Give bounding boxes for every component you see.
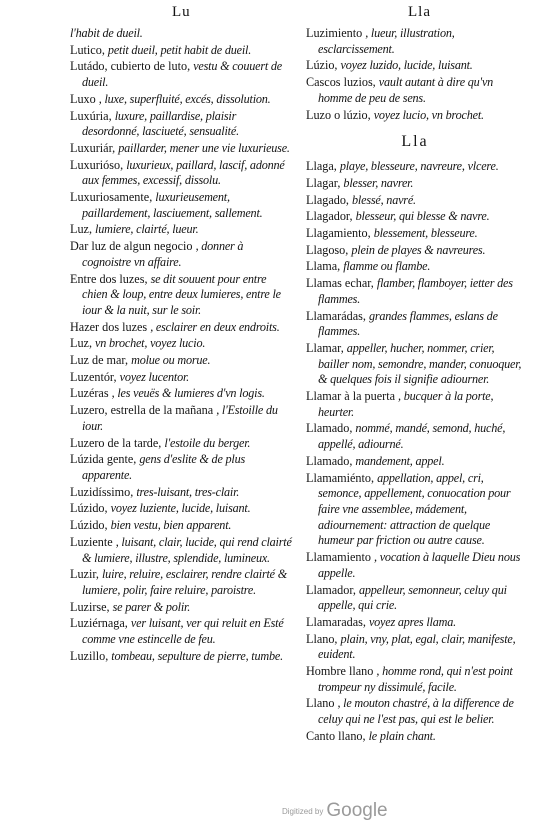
entry-translation: vestu & couuert de dueil. — [82, 59, 282, 90]
dictionary-entry — [70, 26, 292, 42]
entry-headword: Luzillo, — [70, 648, 109, 663]
entry-headword: Llagoso, — [306, 242, 349, 257]
entry-translation: , lueur, illustration, esclarcissement. — [318, 26, 455, 56]
dictionary-entry — [306, 226, 524, 242]
entry-translation: , luxe, superfluité, excés, dissolution. — [98, 91, 271, 106]
entry-headword: Llamamiénto, — [306, 470, 375, 485]
entry-headword: Llamado, — [306, 453, 353, 468]
entry-headword: Luzidíssimo, — [70, 484, 134, 499]
dictionary-entry — [306, 259, 524, 275]
entry-translation: flamber, flamboyer, ietter des flammes. — [318, 276, 513, 306]
dictionary-entry — [306, 421, 524, 452]
entry-translation: flamme ou flambe. — [343, 259, 431, 274]
entry-translation: luxure, paillardise, plaisir desordonné, lasciueté, sensualité. — [82, 108, 239, 139]
digitized-watermark — [282, 800, 388, 822]
dictionary-entry — [306, 341, 524, 388]
dictionary-entry — [70, 190, 292, 221]
dictionary-entry — [306, 108, 524, 124]
entry-translation: se dit souuent pour entre chien & loup, entre deux lumieres, entre le iour & la nuit, sur le soir. — [82, 271, 281, 317]
entry-translation: vault autant à dire qu'vn homme de peu de sens. — [318, 75, 494, 105]
entry-translation: se parer & polir. — [112, 599, 191, 614]
dictionary-entry — [306, 75, 524, 106]
dictionary-entry — [70, 518, 292, 534]
dictionary-entry — [306, 26, 524, 57]
entry-headword: Llagar, — [306, 175, 341, 190]
dictionary-entry — [70, 485, 292, 501]
entry-headword: Luzir, — [70, 567, 99, 582]
entry-headword: Luziente — [70, 534, 113, 549]
dictionary-entry — [306, 176, 524, 192]
entry-headword: Llama, — [306, 259, 341, 274]
entry-headword: Lutico, — [70, 42, 105, 57]
entry-headword: Llamado, — [306, 421, 353, 436]
entry-translation: plain, vny, plat, egal, clair, manifeste, euident. — [318, 631, 516, 662]
dictionary-entry — [70, 370, 292, 386]
entry-headword: Llamador, — [306, 582, 356, 597]
entry-translation: , homme rond, qui n'est point trompeur ny dissimulé, facile. — [318, 664, 513, 694]
entry-headword: Luxúria, — [70, 108, 112, 123]
dictionary-entry — [70, 600, 292, 616]
dictionary-entry — [70, 43, 292, 59]
entry-translation: appeller, hucher, nommer, crier, bailler nom, semondre, mander, conuoquer, & quelques fois il signifie adiourner. — [318, 340, 522, 387]
entry-translation: le plain chant. — [368, 728, 436, 743]
entry-headword: Luz, — [70, 222, 92, 237]
entry-translation: voyez apres llama. — [368, 614, 456, 629]
dictionary-entry — [306, 454, 524, 470]
entry-headword: Llamar, — [306, 340, 344, 355]
entry-translation: voyez lucentor. — [119, 369, 190, 384]
entry-translation: paillarder, mener une vie luxurieuse. — [118, 140, 290, 155]
dictionary-entry — [306, 389, 524, 420]
dictionary-entry — [70, 222, 292, 238]
dictionary-entry — [306, 159, 524, 175]
entry-headword: Llamamiento — [306, 550, 371, 565]
entry-translation: , esclairer en deux endroits. — [150, 319, 280, 334]
dictionary-entry — [70, 452, 292, 483]
dictionary-entry — [70, 239, 292, 270]
right-column-bottom-entries — [306, 159, 524, 744]
running-head-left: Lu — [172, 4, 191, 20]
entry-headword: Luziérnaga, — [70, 616, 128, 631]
entry-headword: Llamarádas, — [306, 308, 366, 323]
dictionary-entry — [306, 309, 524, 340]
entry-translation: plein de playes & navreures. — [351, 242, 486, 257]
dictionary-entry — [306, 729, 524, 745]
section-heading: Lla — [401, 133, 429, 151]
dictionary-entry — [70, 92, 292, 108]
entry-translation: , l'Estoille du iour. — [82, 403, 278, 433]
dictionary-entry — [306, 471, 524, 550]
entry-headword: Llagador, — [306, 209, 353, 224]
dictionary-entry — [70, 320, 292, 336]
entry-headword: Llagado, — [306, 192, 349, 207]
entry-translation: nommé, mandé, semond, huché, appellé, adiourné. — [318, 421, 506, 452]
entry-translation: , le mouton chastré, à la difference de celuy qui ne l'est pas, qui est le belier. — [318, 696, 514, 727]
dictionary-entry — [70, 501, 292, 517]
entry-translation: blesser, navrer. — [343, 175, 414, 190]
entry-translation: gens d'eslite & de plus apparente. — [82, 452, 246, 482]
entry-translation: blessement, blesseure. — [373, 226, 478, 241]
entry-translation: playe, blesseure, navreure, vlcere. — [339, 159, 499, 174]
dictionary-entry — [70, 616, 292, 647]
dictionary-entry — [306, 58, 524, 74]
running-head-right: Lla — [408, 4, 431, 20]
entry-headword: Llagamiento, — [306, 226, 371, 241]
entry-translation: blesseur, qui blesse & navre. — [355, 209, 490, 224]
entry-headword: Canto llano, — [306, 728, 366, 743]
entry-headword: Lúzido, — [70, 501, 108, 516]
entry-headword: Luzirse, — [70, 599, 110, 614]
entry-headword: Luxurióso, — [70, 157, 124, 172]
entry-translation: appelleur, semonneur, celuy qui appelle, qui crie. — [318, 582, 507, 613]
dictionary-entry — [70, 272, 292, 319]
entry-translation: , les veuës & lumieres d'vn logis. — [111, 386, 265, 401]
entry-translation: voyez lucio, vn brochet. — [373, 107, 484, 122]
entry-headword: Llano — [306, 696, 335, 711]
entry-translation: , donner à cognoistre vn affaire. — [82, 239, 244, 269]
dictionary-entry — [306, 583, 524, 614]
entry-translation: luire, reluire, esclairer, rendre clairté & lumiere, polir, faire reluire, paroistre. — [82, 567, 288, 597]
dictionary-entry — [306, 209, 524, 225]
dictionary-entry — [306, 550, 524, 581]
entry-translation: voyez luzido, lucide, luisant. — [340, 58, 473, 73]
entry-headword: Luxuriár, — [70, 140, 116, 155]
dictionary-entry — [306, 632, 524, 663]
dictionary-entry — [70, 535, 292, 566]
entry-headword: Lúzio, — [306, 58, 338, 73]
entry-headword: Llaga, — [306, 159, 337, 174]
entry-translation: molue ou morue. — [131, 353, 211, 368]
entry-headword: Lúzido, — [70, 518, 108, 533]
google-logo-text: Google — [326, 800, 388, 821]
dictionary-entry — [70, 386, 292, 402]
entry-headword: Llano, — [306, 631, 338, 646]
dictionary-entry — [70, 353, 292, 369]
left-column — [70, 26, 292, 665]
entry-translation: vn brochet, voyez lucio. — [95, 336, 206, 351]
entry-headword: Llamar à la puerta — [306, 389, 395, 404]
dictionary-entry — [70, 59, 292, 90]
digitized-label: Digitized by — [282, 807, 324, 816]
entry-headword: Luzero, estrella de la mañana — [70, 403, 214, 418]
entry-headword: Llamaradas, — [306, 614, 366, 629]
entry-headword: Llamas echar, — [306, 276, 374, 291]
entry-headword: Luzéras — [70, 386, 109, 401]
entry-translation: l'estoile du berger. — [164, 435, 251, 450]
dictionary-entry — [70, 567, 292, 598]
entry-translation: l'habit de dueil. — [70, 26, 143, 40]
right-column — [306, 26, 524, 746]
entry-headword: Hazer dos luzes — [70, 319, 148, 334]
entry-headword: Cascos luzios, — [306, 75, 376, 90]
dictionary-entry — [70, 649, 292, 665]
entry-translation: , bucquer à la porte, heurter. — [318, 389, 494, 419]
entry-translation: bien vestu, bien apparent. — [110, 518, 232, 533]
entry-headword: Lutádo, cubierto de luto, — [70, 59, 191, 74]
entry-translation: luxurieusement, paillardement, lasciuement, sallement. — [82, 190, 263, 220]
entry-headword: Luxo — [70, 91, 96, 106]
entry-translation: petit dueil, petit habit de dueil. — [107, 42, 252, 57]
entry-headword: Luz, — [70, 336, 92, 351]
entry-translation: , vocation à laquelle Dieu nous appelle. — [318, 550, 521, 580]
right-column-top-entries — [306, 26, 524, 123]
entry-translation: appellation, appel, cri, semonce, appellement, conuocation pour faire vne assemblee, mádement, adiournement: attraction de quelque humeur par friction ou autre cause. — [318, 470, 511, 548]
entry-translation: voyez luziente, lucide, luisant. — [110, 501, 251, 516]
entry-translation: ver luisant, ver qui reluit en Esté comme vne estincelle de feu. — [82, 616, 284, 647]
dictionary-entry — [306, 696, 524, 727]
dictionary-entry — [70, 336, 292, 352]
entry-headword: Luxuriosamente, — [70, 190, 153, 205]
entry-translation: luxurieux, paillard, lascif, adonné aux femmes, excessif, dissolu. — [82, 157, 285, 188]
entry-headword: Lúzida gente, — [70, 452, 137, 467]
entry-translation: tombeau, sepulture de pierre, tumbe. — [111, 648, 283, 663]
dictionary-entry — [70, 403, 292, 434]
entry-headword: Entre dos luzes, — [70, 271, 148, 286]
entry-headword: Luzentór, — [70, 369, 117, 384]
entry-headword: Luzero de la tarde, — [70, 435, 162, 450]
entry-headword: Hombre llano — [306, 664, 374, 679]
entry-translation: , luisant, clair, lucide, qui rend clairté & lumiere, illustre, splendide, lumineux. — [82, 534, 292, 565]
entry-translation: lumiere, clairté, lueur. — [95, 222, 199, 237]
entry-headword: Luzimiento — [306, 26, 363, 40]
entry-translation: grandes flammes, eslans de flammes. — [318, 308, 498, 339]
entry-headword: Luz de mar, — [70, 353, 129, 368]
entry-translation: blessé, navré. — [352, 192, 416, 207]
dictionary-entry — [70, 141, 292, 157]
dictionary-entry — [306, 664, 524, 695]
dictionary-entry — [70, 436, 292, 452]
dictionary-entry — [306, 243, 524, 259]
entry-headword: Luzo o lúzio, — [306, 107, 371, 122]
entry-translation: tres-luisant, tres-clair. — [136, 484, 240, 499]
dictionary-entry — [306, 276, 524, 307]
entry-translation: mandement, appel. — [355, 453, 445, 468]
dictionary-entry — [306, 193, 524, 209]
entry-headword: Dar luz de algun negocio — [70, 239, 193, 254]
dictionary-entry — [306, 615, 524, 631]
dictionary-entry — [70, 158, 292, 189]
dictionary-entry — [70, 109, 292, 140]
